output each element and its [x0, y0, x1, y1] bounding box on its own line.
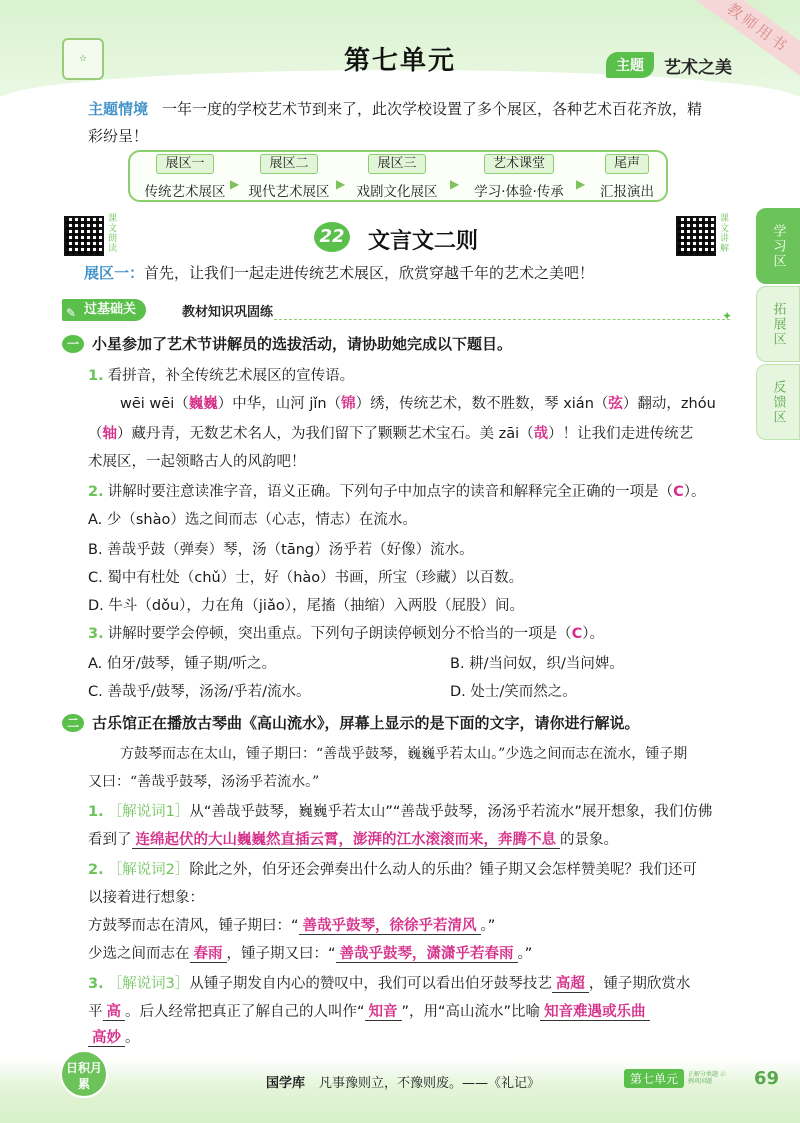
q2-sub1-cont: [88, 830, 618, 850]
text: 。后人经常把真正了解自己的人叫作“: [125, 1004, 365, 1020]
tab-study-zone[interactable]: 学习区: [756, 208, 800, 284]
sub-text: 除此之外，伯牙还会弹奏出什么动人的乐曲？锺子期又会怎样赞美呢？我们还可: [189, 862, 697, 878]
text: 少选之间而志在: [88, 946, 190, 962]
answer: 轴: [102, 426, 117, 442]
answer: 巍巍: [188, 396, 218, 412]
tab-extension-zone[interactable]: 拓展区: [756, 286, 800, 362]
intro-text-1: 一年一度的学校艺术节到来了，此次学校设置了多个展区，各种艺术百花齐放，精: [162, 100, 703, 118]
quote-key: 国学库: [266, 1076, 306, 1091]
logo-icon: ☆: [62, 38, 104, 80]
answer: 知音难遇或乐曲: [540, 1004, 650, 1021]
arrow-right-icon: ▶: [450, 177, 460, 191]
flow-cap: 尾声: [605, 154, 649, 174]
zone-label: 展区一：: [84, 264, 145, 282]
zone-line: [84, 262, 744, 283]
flow-cap: 展区一: [156, 154, 213, 174]
page-number: 69: [754, 1067, 780, 1089]
text: ）。: [582, 626, 605, 642]
text: 。: [125, 1030, 140, 1046]
text: ，锺子期又曰：“: [226, 946, 336, 962]
q1-passage-line-1: [120, 394, 716, 414]
section-badge: [62, 299, 146, 321]
footer-unit: 第七单元: [624, 1069, 684, 1088]
answer: 高超: [552, 976, 589, 993]
flow-name: 传统艺术展区: [144, 184, 226, 200]
q1-sub2: [88, 482, 706, 502]
sub-number: 3.: [88, 626, 104, 642]
flow-name: 戏剧文化展区: [356, 184, 438, 200]
answer: 善哉乎鼓琴，潇潇乎若春雨: [336, 946, 518, 963]
qr-code-icon[interactable]: [676, 216, 716, 256]
flow-name: 学习·体验·传承: [474, 184, 564, 200]
section-rule: [274, 319, 730, 320]
intro-text-2: 彩纷呈！: [88, 127, 149, 145]
flow-name: 现代艺术展区: [248, 184, 330, 200]
flow-cap: 展区二: [260, 154, 317, 174]
flow-item: [348, 152, 446, 200]
q2-sub2: [88, 860, 697, 880]
text: ）绣，传统艺术，数不胜数，琴 xián（: [355, 396, 609, 412]
text: 方鼓琴而志在清风，锺子期曰：“: [88, 918, 299, 934]
q2-sub3-cont: [88, 1002, 650, 1022]
sub-number: 2.: [88, 862, 104, 878]
sub-number: 1.: [88, 804, 104, 820]
answer: 高妙: [88, 1030, 125, 1047]
tab-feedback-zone[interactable]: 反馈区: [756, 364, 800, 440]
flow-cap: 艺术课堂: [484, 154, 554, 174]
question-text: 古乐馆正在播放古琴曲《高山流水》，屏幕上显示的是下面的文字，请你进行解说。: [92, 714, 640, 732]
theme-intro: [88, 96, 748, 150]
footer-quote: [266, 1072, 540, 1091]
text: ）中华，山河 jǐn（: [217, 396, 342, 412]
q2-sub1: [88, 802, 712, 822]
option-a: A. 伯牙/鼓琴，锺子期/听之。: [88, 656, 277, 672]
option-b: B. 善哉乎鼓（弹奏）琴，汤（tāng）汤乎若（好像）流水。: [88, 542, 474, 558]
zone-text: 首先，让我们一起走进传统艺术展区，欣赏穿越千年的艺术之美吧！: [144, 264, 595, 282]
option-b: B. 耕/当问奴，织/当问婢。: [450, 656, 624, 672]
q1-passage-line-3: 术展区，一起领略古人的风韵吧！: [88, 454, 306, 470]
footer-page-info: [624, 1068, 779, 1088]
section-subtitle: 教材知识巩固练: [182, 305, 274, 320]
theme-text: 艺术之美: [664, 57, 732, 78]
arrow-right-icon: ▶: [576, 177, 586, 191]
answer: 善哉乎鼓琴，徐徐乎若清风: [299, 918, 481, 935]
q1-sub3: [88, 624, 604, 644]
arrow-right-icon: ▶: [230, 177, 240, 191]
footer-mini-note: 正解分类题 示例巩固题: [688, 1071, 726, 1085]
text: ）。: [683, 484, 706, 500]
question-2-head: [62, 712, 640, 733]
sub-text: 看拼音，补全传统艺术展区的宣传语。: [107, 368, 355, 384]
question-text: 小星参加了艺术节讲解员的选拔活动，请协助她完成以下题目。: [92, 335, 513, 353]
text: 。”: [480, 918, 496, 934]
answer: 连绵起伏的大山巍巍然直插云霄，澎湃的江水滚滚而来，奔腾不息: [132, 832, 561, 849]
q2-sub2-line-1: [88, 916, 495, 936]
pencil-icon: ✎: [66, 306, 77, 320]
quote-text: 凡事豫则立，不豫则废。——《礼记》: [319, 1076, 541, 1091]
classical-passage-line-2: 又曰：“善哉乎鼓琴，汤汤乎若流水。”: [88, 774, 320, 790]
text: 从锺子期发自内心的赞叹中，我们可以看出伯牙鼓琴技艺: [189, 976, 552, 992]
sub-text: 讲解时要注意读准字音，语义正确。下列句子中加点字的读音和解释完全正确的一项是（: [107, 484, 674, 500]
text: ）！让我们走进传统艺: [548, 426, 694, 442]
section-badge-text: 过基础关: [84, 302, 137, 317]
option-d: D. 处士/笑而然之。: [450, 684, 577, 700]
exhibit-flow: [128, 150, 668, 202]
q2-sub2-line-2: [88, 944, 532, 964]
section-band: [62, 299, 734, 321]
answer: 高: [103, 1004, 126, 1021]
q2-sub3-end: [88, 1028, 140, 1048]
sub-number: 2.: [88, 484, 104, 500]
option-c: C. 蜀中有杜处（chǔ）士，好（hào）书画，所宝（珍藏）以百数。: [88, 570, 524, 586]
text: ）翻动，zhóu: [622, 396, 716, 412]
answer: C: [571, 626, 583, 642]
flow-item: [590, 152, 664, 200]
qr-right-note: 课文讲解: [720, 214, 730, 254]
answer: 锦: [341, 396, 356, 412]
text: （: [88, 426, 103, 442]
question-1-head: [62, 333, 512, 354]
intro-key: 主题情境: [88, 100, 149, 118]
commentary-tag: ［解说词2］: [107, 862, 190, 878]
answer: 哉: [533, 426, 549, 442]
text: 平: [88, 1004, 103, 1020]
flow-item: [138, 152, 232, 200]
classical-passage-line-1: 方鼓琴而志在太山，锺子期曰：“善哉乎鼓琴，巍巍乎若太山。”少选之间而志在流水，锺子期: [120, 746, 688, 762]
sub-text: 从“善哉乎鼓琴，巍巍乎若太山”“善哉乎鼓琴，汤汤乎若流水”展开想象，我们仿佛: [189, 804, 713, 820]
qr-left-note: 课文朗读: [108, 214, 118, 254]
daily-accumulation-logo: 日积月累: [60, 1050, 108, 1098]
flow-item: [242, 152, 336, 200]
side-tabs: [756, 208, 800, 442]
flow-name: 汇报演出: [600, 184, 654, 200]
text: ”，用“高山流水”比喻: [401, 1004, 541, 1020]
sub-number: 1.: [88, 368, 104, 384]
teacher-edition-stamp: 教师用书: [693, 0, 800, 80]
option-c: C. 善哉乎/鼓琴，汤汤/乎若/流水。: [88, 684, 311, 700]
commentary-tag: ［解说词3］: [107, 976, 190, 992]
text: 看到了: [88, 832, 132, 848]
lesson-number: 22: [314, 222, 350, 252]
text: ，锺子期欣赏水: [588, 976, 691, 992]
q1-passage-line-2: [88, 424, 693, 444]
option-d: D. 牛斗（dǒu），力在角（jiǎo），尾搐（抽缩）入两股（屁股）间。: [88, 598, 524, 614]
unit-title: 第七单元: [343, 46, 456, 76]
answer: 知音: [365, 1004, 402, 1021]
qr-code-icon[interactable]: [64, 216, 104, 256]
text: 的景象。: [560, 832, 618, 848]
text: ）藏丹青，无数艺术名人，为我们留下了颗颗艺术宝石。美 zāi（: [117, 426, 534, 442]
commentary-tag: ［解说词1］: [107, 804, 190, 820]
theme-label: 主题: [606, 52, 654, 78]
option-a: A. 少（shào）选之间而志（心志，情志）在流水。: [88, 512, 417, 528]
answer: 春雨: [190, 946, 227, 963]
lesson-title: 文言文二则: [368, 229, 479, 254]
question-number: 二: [62, 714, 84, 732]
answer: C: [673, 484, 684, 500]
q1-sub1: [88, 366, 354, 386]
sub-number: 3.: [88, 976, 104, 992]
text: 。”: [517, 946, 533, 962]
sub-text: 讲解时要学会停顿，突出重点。下列句子朗读停顿划分不恰当的一项是（: [107, 626, 572, 642]
star-icon: ✦: [722, 309, 733, 323]
arrow-right-icon: ▶: [336, 177, 346, 191]
flow-item: [464, 152, 574, 200]
question-number: 一: [62, 335, 84, 353]
text: wēi wēi（: [120, 396, 189, 412]
q2-sub2-cont: 以接着进行想象：: [88, 890, 204, 906]
q2-sub3: [88, 974, 690, 994]
answer: 弦: [608, 396, 623, 412]
theme-tag: [606, 52, 732, 78]
flow-cap: 展区三: [368, 154, 425, 174]
